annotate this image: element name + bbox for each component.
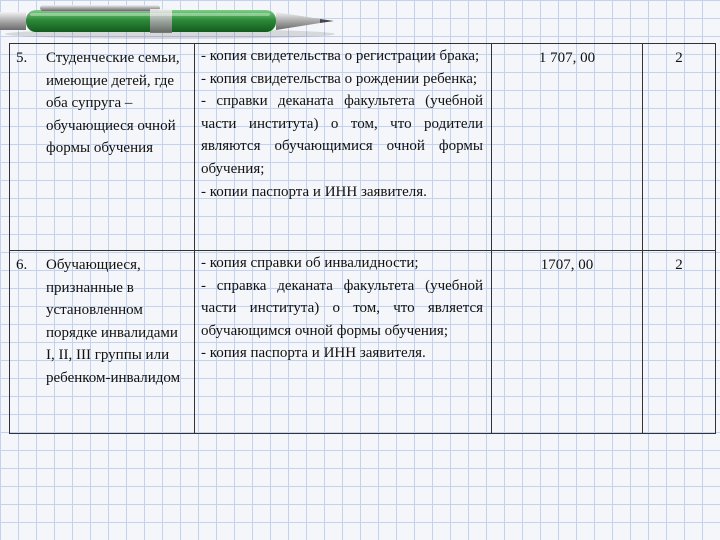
count-value: 2 — [675, 50, 683, 66]
amount-value: 1707, 00 — [540, 257, 594, 273]
documents-cell — [195, 44, 492, 251]
amount-cell — [492, 44, 643, 251]
count-value: 2 — [675, 257, 683, 273]
document-item: - справка деканата факультета (учебной части института) о том, что является обучающимся очной формы обучения; — [201, 277, 483, 339]
documents-cell — [195, 251, 492, 434]
benefits-table — [9, 43, 716, 434]
table-row — [10, 44, 716, 251]
count-cell — [643, 251, 716, 434]
category-name: Студенческие семьи, имеющие детей, где оба супруга – обучающиеся очной формы обучения — [46, 50, 180, 157]
table-row — [10, 251, 716, 434]
document-item: - копия справки об инвалидности; — [201, 255, 419, 271]
document-item: - копия свидетельства о рождении ребенка; — [201, 70, 478, 87]
document-item: - справки деканата факультета (учебной части института) о том, что родители являются обучающимися очной формы обучения; — [201, 93, 483, 177]
row-number: 5. — [16, 50, 28, 66]
category-name: Обучающиеся, признанные в установленном порядке инвалидами I, II, III группы или ребенком-инвалидом — [46, 257, 181, 386]
pen-illustration — [0, 0, 340, 46]
document-item: - копия паспорта и ИНН заявителя. — [201, 345, 426, 362]
row-number: 6. — [16, 257, 28, 273]
amount-value: 1 707, 00 — [538, 50, 596, 66]
category-cell — [10, 44, 195, 251]
document-item: - копия свидетельства о регистрации брака; — [201, 48, 480, 64]
category-cell — [10, 251, 195, 434]
count-cell — [643, 44, 716, 251]
amount-cell — [492, 251, 643, 434]
document-item: - копии паспорта и ИНН заявителя. — [201, 183, 427, 200]
